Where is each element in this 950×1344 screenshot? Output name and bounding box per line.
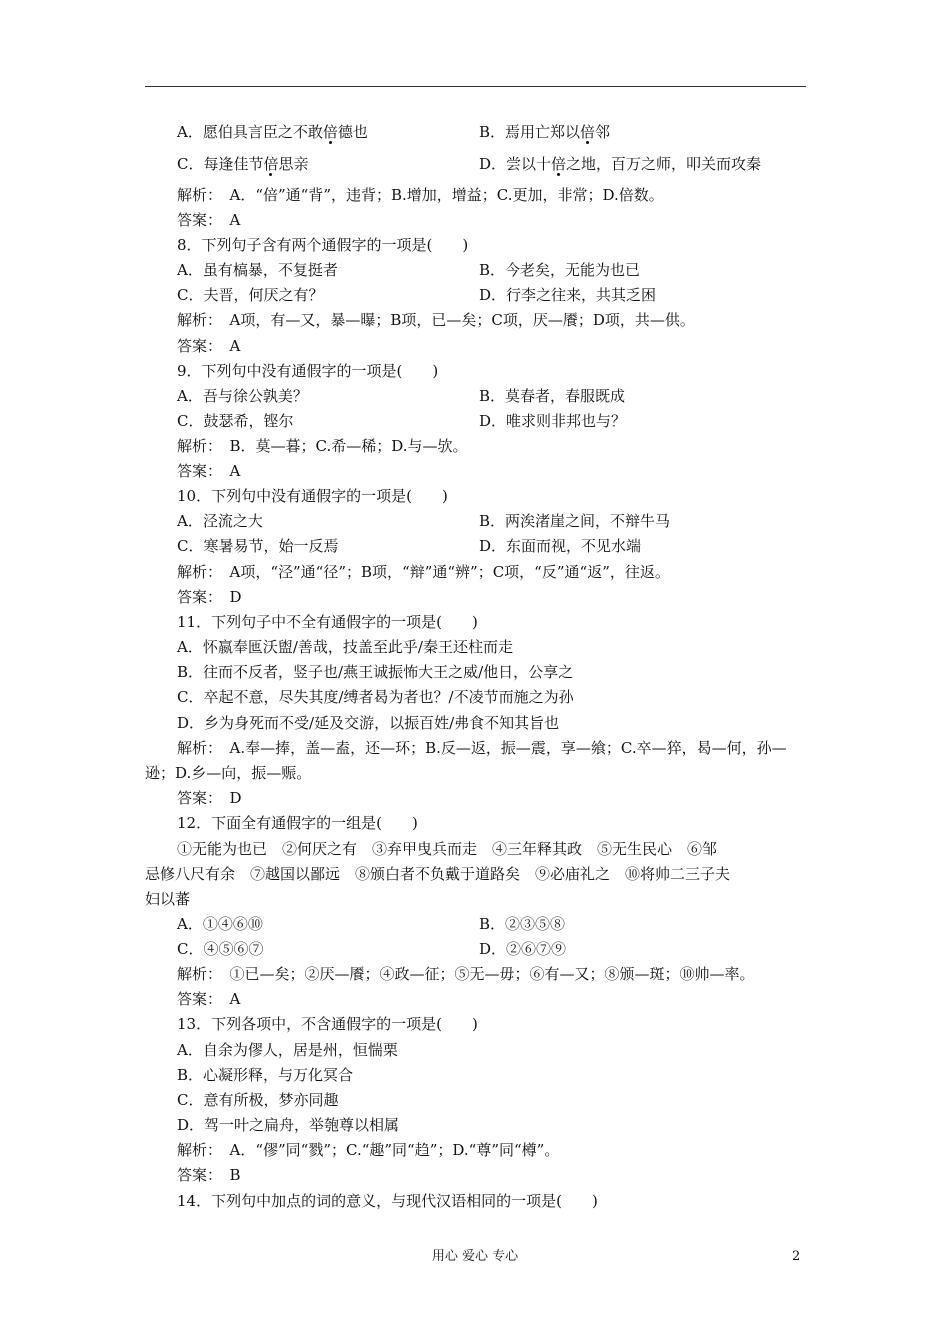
q10-option-d: D．东面而视，不见水端 <box>479 537 642 555</box>
q11-option-d: D．乡为身死而不受/延及交游，以振百姓/弗食不知其旨也 <box>177 714 560 732</box>
q7-options-ab <box>177 121 807 143</box>
q8-option-d: D．行李之往来，共其乏困 <box>479 286 657 304</box>
q13-option-b: B．心凝形释，与万化冥合 <box>177 1066 354 1084</box>
q8-option-a: A．虽有槁暴，不复挺者 <box>177 261 338 279</box>
q8-options-ab <box>177 259 807 281</box>
q7-option-b: B．焉用亡郑以倍邻 <box>479 123 611 141</box>
q8-options-cd <box>177 284 807 306</box>
q13-option-d: D．驾一叶之扁舟，举匏尊以相属 <box>177 1116 400 1134</box>
q14-stem: 14．下列句中加点的词的意义，与现代汉语相同的一项是( ) <box>177 1192 598 1210</box>
q9-analysis: 解析： B．莫—暮；C.希—稀；D.与—欤。 <box>177 437 468 455</box>
q9-options-cd <box>177 410 807 432</box>
q11-option-c: C．卒起不意，尽失其度/缚者曷为者也？/不凌节而施之为孙 <box>177 688 574 706</box>
q10-option-b: B．两涘渚崖之间，不辩牛马 <box>479 512 671 530</box>
q13-stem: 13．下列各项中，不含通假字的一项是( ) <box>177 1015 478 1033</box>
q10-option-c: C．寒暑易节，始一反焉 <box>177 537 339 555</box>
q8-answer: 答案： A <box>177 337 241 355</box>
q11-analysis-line2: 逊；D.乡—向，振—赈。 <box>145 764 312 782</box>
q12-option-d: D．②⑥⑦⑨ <box>479 940 567 958</box>
emphasis-dot-char: 倍 <box>263 155 279 173</box>
q11-option-a: A．怀嬴奉匜沃盥/善哉，技盖至此乎/秦王还柱而走 <box>177 638 513 656</box>
q8-analysis: 解析： A项，有—又，暴—曝；B项，已—矣；C项，厌—餍；D项，共—供。 <box>177 311 695 329</box>
q11-analysis-line1: 解析： A.奉—捧，盖—盍，还—环；B.反—返，振—震，享—飨；C.卒—猝，曷—何，孙— <box>177 739 787 757</box>
q10-options-ab <box>177 510 807 532</box>
q10-stem: 10．下列句中没有通假字的一项是( ) <box>177 487 448 505</box>
q12-option-b: B．②③⑤⑧ <box>479 915 566 933</box>
emphasis-dot-char: 倍 <box>580 123 596 141</box>
q7-analysis: 解析： A．“倍”通“背”，违背；B.增加，增益；C.更加，非常；D.倍数。 <box>177 186 664 204</box>
page-number: 2 <box>792 1249 801 1264</box>
q13-analysis: 解析： A．“僇”同“戮”；C.“趣”同“趋”；D.“尊”同“樽”。 <box>177 1141 560 1159</box>
q12-options-ab <box>177 913 807 935</box>
emphasis-dot-char: 倍 <box>551 155 567 173</box>
q13-answer: 答案： B <box>177 1166 241 1184</box>
q9-option-d: D．唯求则非邦也与？ <box>479 412 627 430</box>
q12-option-a: A．①④⑥⑩ <box>177 915 263 933</box>
q9-stem: 9．下列句中没有通假字的一项是( ) <box>177 362 439 380</box>
q9-option-b: B．莫春者，春服既成 <box>479 387 626 405</box>
q8-stem: 8．下列句子含有两个通假字的一项是( ) <box>177 236 469 254</box>
q13-option-c: C．意有所极，梦亦同趣 <box>177 1091 339 1109</box>
q9-answer: 答案： A <box>177 462 241 480</box>
q12-options-cd <box>177 938 807 960</box>
q11-option-b: B．往而不反者，竖子也/燕王诚振怖大王之威/他日，公享之 <box>177 663 574 681</box>
q10-answer: 答案： D <box>177 588 242 606</box>
q7-option-d: D．尝以十倍之地，百万之师，叩关而攻秦 <box>479 155 762 173</box>
q13-option-a: A．自余为僇人，居是州，恒惴栗 <box>177 1041 398 1059</box>
q12-stem: 12．下面全有通假字的一组是( ) <box>177 814 418 832</box>
q9-options-ab <box>177 385 807 407</box>
q12-analysis: 解析： ①已—矣；②厌—餍；④政—征；⑤无—毋；⑥有—又；⑧颁—斑；⑩帅—率。 <box>177 965 755 983</box>
q7-option-a: A．愿伯具言臣之不敢倍德也 <box>177 123 368 141</box>
footer-motto: 用心 爱心 专心 <box>431 1249 519 1264</box>
header-rule <box>145 86 806 87</box>
q8-option-b: B．今老矣，无能为也已 <box>479 261 641 279</box>
q10-analysis: 解析： A项，“泾”通“径”；B项，“辩”通“辨”；C项，“反”通“返”，往返。 <box>177 563 670 581</box>
q11-stem: 11．下列句子中不全有通假字的一项是( ) <box>177 613 478 631</box>
q11-answer: 答案： D <box>177 789 242 807</box>
q7-answer: 答案： A <box>177 211 241 229</box>
q10-option-a: A．泾流之大 <box>177 512 263 530</box>
q7-options-cd <box>177 153 807 175</box>
q12-option-c: C．④⑤⑥⑦ <box>177 940 264 958</box>
q12-items-line1: ①无能为也已 ②何厌之有 ③弃甲曳兵而走 ④三年释其政 ⑤无生民心 ⑥邹 <box>177 840 718 858</box>
q8-option-c: C．夫晋，何厌之有？ <box>177 286 324 304</box>
q10-options-cd <box>177 535 807 557</box>
q12-answer: 答案： A <box>177 990 241 1008</box>
q9-option-c: C．鼓瑟希，铿尔 <box>177 412 294 430</box>
q12-items-line2: 忌修八尺有余 ⑦越国以鄙远 ⑧颁白者不负戴于道路矣 ⑨必庙礼之 ⑩将帅二三子夫 <box>145 865 731 883</box>
q7-option-c: C．每逢佳节倍思亲 <box>177 155 309 173</box>
emphasis-dot-char: 倍 <box>322 123 338 141</box>
q12-items-line3: 妇以蕃 <box>145 890 191 908</box>
q9-option-a: A．吾与徐公孰美？ <box>177 387 308 405</box>
